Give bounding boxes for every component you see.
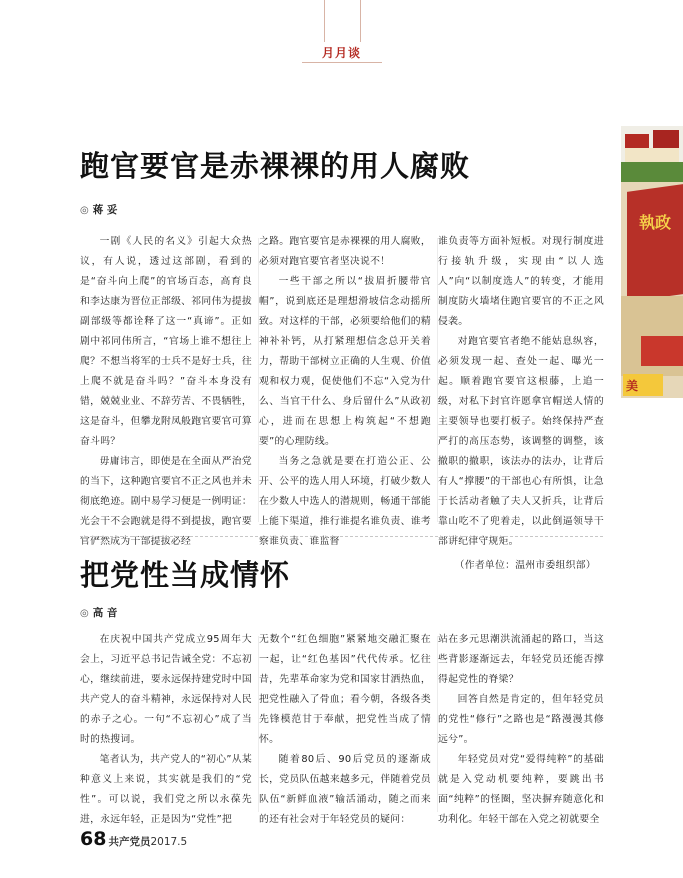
header-line-left bbox=[324, 0, 325, 42]
article-1-column-3 bbox=[438, 232, 604, 576]
page-number: 68 bbox=[80, 828, 107, 850]
article-2-column-3 bbox=[438, 630, 604, 830]
article-2-title: 把党性当成情怀 bbox=[80, 558, 291, 592]
article-1-author-name: 蒋 妥 bbox=[92, 204, 118, 216]
paragraph: 随着80后、90后党员的逐渐成长，党员队伍越来越多元，伴随着党员队伍“新鲜血液”输活涌动，随之而来的还有社会对于年轻党员的疑问： bbox=[259, 754, 431, 825]
section-divider bbox=[80, 536, 603, 537]
paragraph: 毋庸讳言，即使是在全面从严治党的当下，这种跑官要官不正之风也并未彻底绝迹。剧中易学习便是一例明证：光会干不会跑就是得不到提拔，跑官要官俨然成为干部提拔必经 bbox=[80, 456, 252, 547]
illustration-banner-text: 執政 bbox=[639, 213, 672, 232]
paragraph: 年轻党员对党“爱得纯粹”的基础就是入党动机要纯粹，要跳出书面“纯粹”的怪圈，坚决摒弃随意化和功利化。年轻干部在入党之初就要全 bbox=[438, 754, 604, 825]
paragraph: 谁负责等方面补短板。对现行制度进行接轨升级，实现由“以人选人”向“以制度选人”的转变，才能用制度防火墙堵住跑官要官的不正之风侵袭。 bbox=[438, 236, 604, 327]
author-marker-icon: ◎ bbox=[80, 205, 89, 216]
article-1-column-2 bbox=[259, 232, 431, 552]
author-marker-icon: ◎ bbox=[80, 608, 89, 619]
paragraph: 无数个“红色细胞”紧紧地交融汇聚在一起，让“红色基因”代代传承。忆往昔，先辈革命家为党和国家甘洒热血，把党性融入了骨血；看今朝，各级各类先锋模范甘于奉献，把党性当成了情怀。 bbox=[259, 634, 431, 745]
header-rule bbox=[302, 62, 382, 63]
paragraph: 当务之急就是要在打造公正、公开、公平的选人用人环境，打破少数人在少数人中选人的潜规则，畅通干部能上能下渠道，推行谁提名谁负责、谁考察谁负责、谁监督 bbox=[259, 456, 431, 547]
article-2-author bbox=[80, 606, 117, 621]
article-1-title: 跑官要官是赤裸裸的用人腐败 bbox=[80, 149, 471, 183]
article-1-author bbox=[80, 203, 117, 218]
article-2-column-2 bbox=[259, 630, 431, 830]
illustration-badge-text: 美 bbox=[626, 379, 639, 393]
paragraph: 一剧《人民的名义》引起大众热议，有人说，透过这部剧，看到的是“奋斗向上爬”的官场百态，高育良和李达康为晋位正部级、祁同伟为提拔副部级等都诠释了这一“真谛”。正如剧中祁同伟所言，“官场上谁不想往上爬？不想当将军的士兵不是好士兵，往上爬不就是奋斗吗？”奋斗本身没有错，兢兢业业、不辞劳苦、不畏牺牲，这是奋斗，但攀龙附凤般跑官要官可算奋斗吗？ bbox=[80, 236, 252, 447]
header-line-right bbox=[360, 0, 361, 42]
article-2-author-name: 高 音 bbox=[92, 607, 118, 619]
paragraph: 之路。跑官要官是赤裸裸的用人腐败，必须对跑官要官者坚决说不！ bbox=[259, 236, 431, 267]
paragraph: 对跑官要官者绝不能姑息纵容，必须发现一起、查处一起、曝光一起。顺着跑官要官这根藤，上追一级，对私下封官许愿拿官帽送人情的主要领导也要打板子。始终保持严查严打的高压态势，该调整的调整，该撤职的撤职，该法办的法办，让背后有人“撑腰”的干部也心有所惧，让急于长活动者触了夫人又折兵，让背后靠山吃不了兜着走，以此倒逼领导干部讲纪律守规矩。 bbox=[438, 336, 604, 547]
column-name: 月月谈 bbox=[321, 46, 361, 60]
paragraph: 站在多元思潮洪流涌起的路口，当这些背影逐渐远去，年轻党员还能否撑得起党性的脊梁？ bbox=[438, 634, 604, 685]
paragraph: 回答自然是肯定的，但年轻党员的党性“修行”之路也是“路漫漫其修远兮”。 bbox=[438, 694, 604, 745]
author-affiliation: （作者单位：温州市委组织部） bbox=[454, 560, 596, 571]
article-1-column-1 bbox=[80, 232, 252, 552]
publication-name: 共产党员 bbox=[108, 836, 151, 848]
issue-date: 2017.5 bbox=[150, 836, 188, 848]
paragraph: 在庆祝中国共产党成立95周年大会上，习近平总书记告诫全党：不忘初心，继续前进，要永远保持建党时中国共产党人的奋斗精神，永远保持对人民的赤子之心。一句“不忘初心”成了当时的热搜词。 bbox=[80, 634, 252, 745]
paragraph: 笔者认为，共产党人的“初心”从某种意义上来说，其实就是我们的“党性”。可以说，我们党之所以永葆先进，永远年轻，正是因为“党性”把 bbox=[80, 754, 252, 825]
paragraph: 一些干部之所以“拔眉折腰带官帽”，说到底还是理想滑坡信念动摇所致。对这样的干部，必须要给他们的精神补补钙，从打紧理想信念总开关着力，帮助干部树立正确的人生观、价值观和权力观，促使他们不忘“入党为什么、当官干什么、身后留什么”从政初心，进而在思想上构筑起“不想跑要”的心理防线。 bbox=[259, 276, 431, 447]
page-footer bbox=[80, 828, 187, 850]
article-2-column-1 bbox=[80, 630, 252, 830]
illustration bbox=[621, 126, 683, 398]
